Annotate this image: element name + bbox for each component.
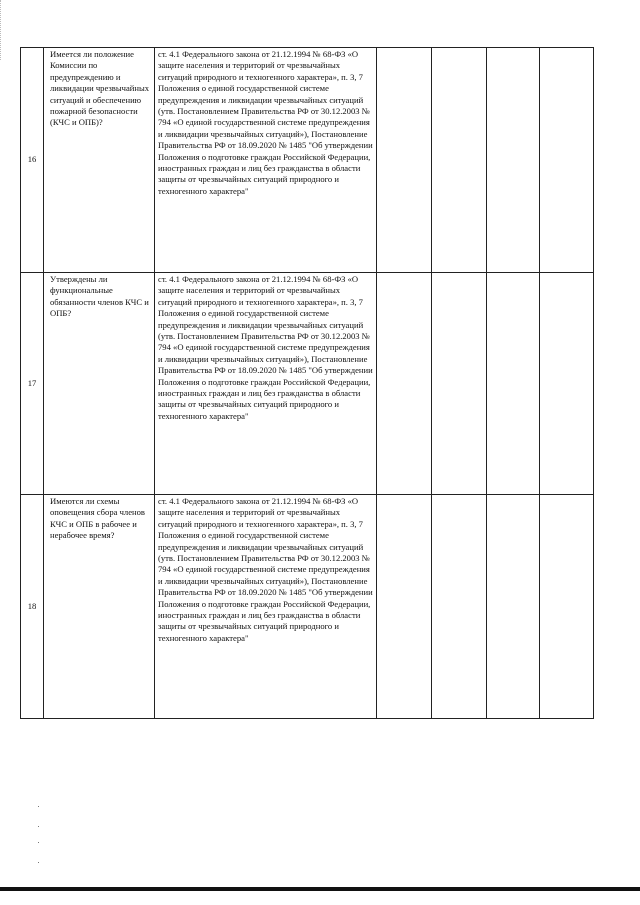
answer-no-cell xyxy=(432,495,487,719)
notes-cell xyxy=(540,273,594,495)
table-row xyxy=(21,495,594,719)
row-number: 17 xyxy=(21,273,44,495)
scan-speck xyxy=(38,842,39,843)
question-cell: Имеются ли схемы оповещения сбора членов КЧС и ОПБ в рабочее и нерабочее время? xyxy=(44,495,155,719)
scan-bottom-border xyxy=(0,887,640,891)
legal-reference-cell: ст. 4.1 Федерального закона от 21.12.1994 № 68-ФЗ «О защите населения и территорий от чрезвычайных ситуаций природного и техногенного характера», п. 3, 7 Положения о единой государственной системе предупреждения и ликвидации чрезвычайных ситуаций (утв. Постановлением Правительства РФ от 30.12.2003 № 794 «О единой государственной системе предупреждения и ликвидации чрезвычайных ситуаций»), Постановление Правительства РФ от 18.09.2020 № 1485 "Об утверждении Положения о подготовке граждан Российской Федерации, иностранных граждан и лиц без гражданства в области защиты от чрезвычайных ситуаций природного и техногенного характера" xyxy=(155,273,377,495)
row-number: 18 xyxy=(21,495,44,719)
answer-na-cell xyxy=(487,495,540,719)
answer-no-cell xyxy=(432,48,487,273)
answer-no-cell xyxy=(432,273,487,495)
answer-yes-cell xyxy=(377,48,432,273)
question-cell: Имеется ли положение Комиссии по предупреждению и ликвидации чрезвычайных ситуаций и обеспечению пожарной безопасности (КЧС и ОПБ)? xyxy=(44,48,155,273)
legal-reference-cell: ст. 4.1 Федерального закона от 21.12.1994 № 68-ФЗ «О защите населения и территорий от чрезвычайных ситуаций природного и техногенного характера», п. 3, 7 Положения о единой государственной системе предупреждения и ликвидации чрезвычайных ситуаций (утв. Постановлением Правительства РФ от 30.12.2003 № 794 «О единой государственной системе предупреждения и ликвидации чрезвычайных ситуаций»), Постановление Правительства РФ от 18.09.2020 № 1485 "Об утверждении Положения о подготовке граждан Российской Федерации, иностранных граждан и лиц без гражданства в области защиты от чрезвычайных ситуаций природного и техногенного характера" xyxy=(155,48,377,273)
scan-speck xyxy=(38,862,39,863)
scan-edge-mark xyxy=(0,0,3,60)
answer-yes-cell xyxy=(377,495,432,719)
answer-na-cell xyxy=(487,273,540,495)
checklist-table xyxy=(20,47,594,719)
legal-reference-cell: ст. 4.1 Федерального закона от 21.12.1994 № 68-ФЗ «О защите населения и территорий от чрезвычайных ситуаций природного и техногенного характера», п. 3, 7 Положения о единой государственной системе предупреждения и ликвидации чрезвычайных ситуаций (утв. Постановлением Правительства РФ от 30.12.2003 № 794 «О единой государственной системе предупреждения и ликвидации чрезвычайных ситуаций»), Постановление Правительства РФ от 18.09.2020 № 1485 "Об утверждении Положения о подготовке граждан Российской Федерации, иностранных граждан и лиц без гражданства в области защиты от чрезвычайных ситуаций природного и техногенного характера" xyxy=(155,495,377,719)
answer-na-cell xyxy=(487,48,540,273)
question-cell: Утверждены ли функциональные обязанности членов КЧС и ОПБ? xyxy=(44,273,155,495)
table-row xyxy=(21,273,594,495)
notes-cell xyxy=(540,495,594,719)
scan-speck xyxy=(38,806,39,807)
table-row xyxy=(21,48,594,273)
answer-yes-cell xyxy=(377,273,432,495)
notes-cell xyxy=(540,48,594,273)
row-number: 16 xyxy=(21,48,44,273)
scan-speck xyxy=(38,826,39,827)
